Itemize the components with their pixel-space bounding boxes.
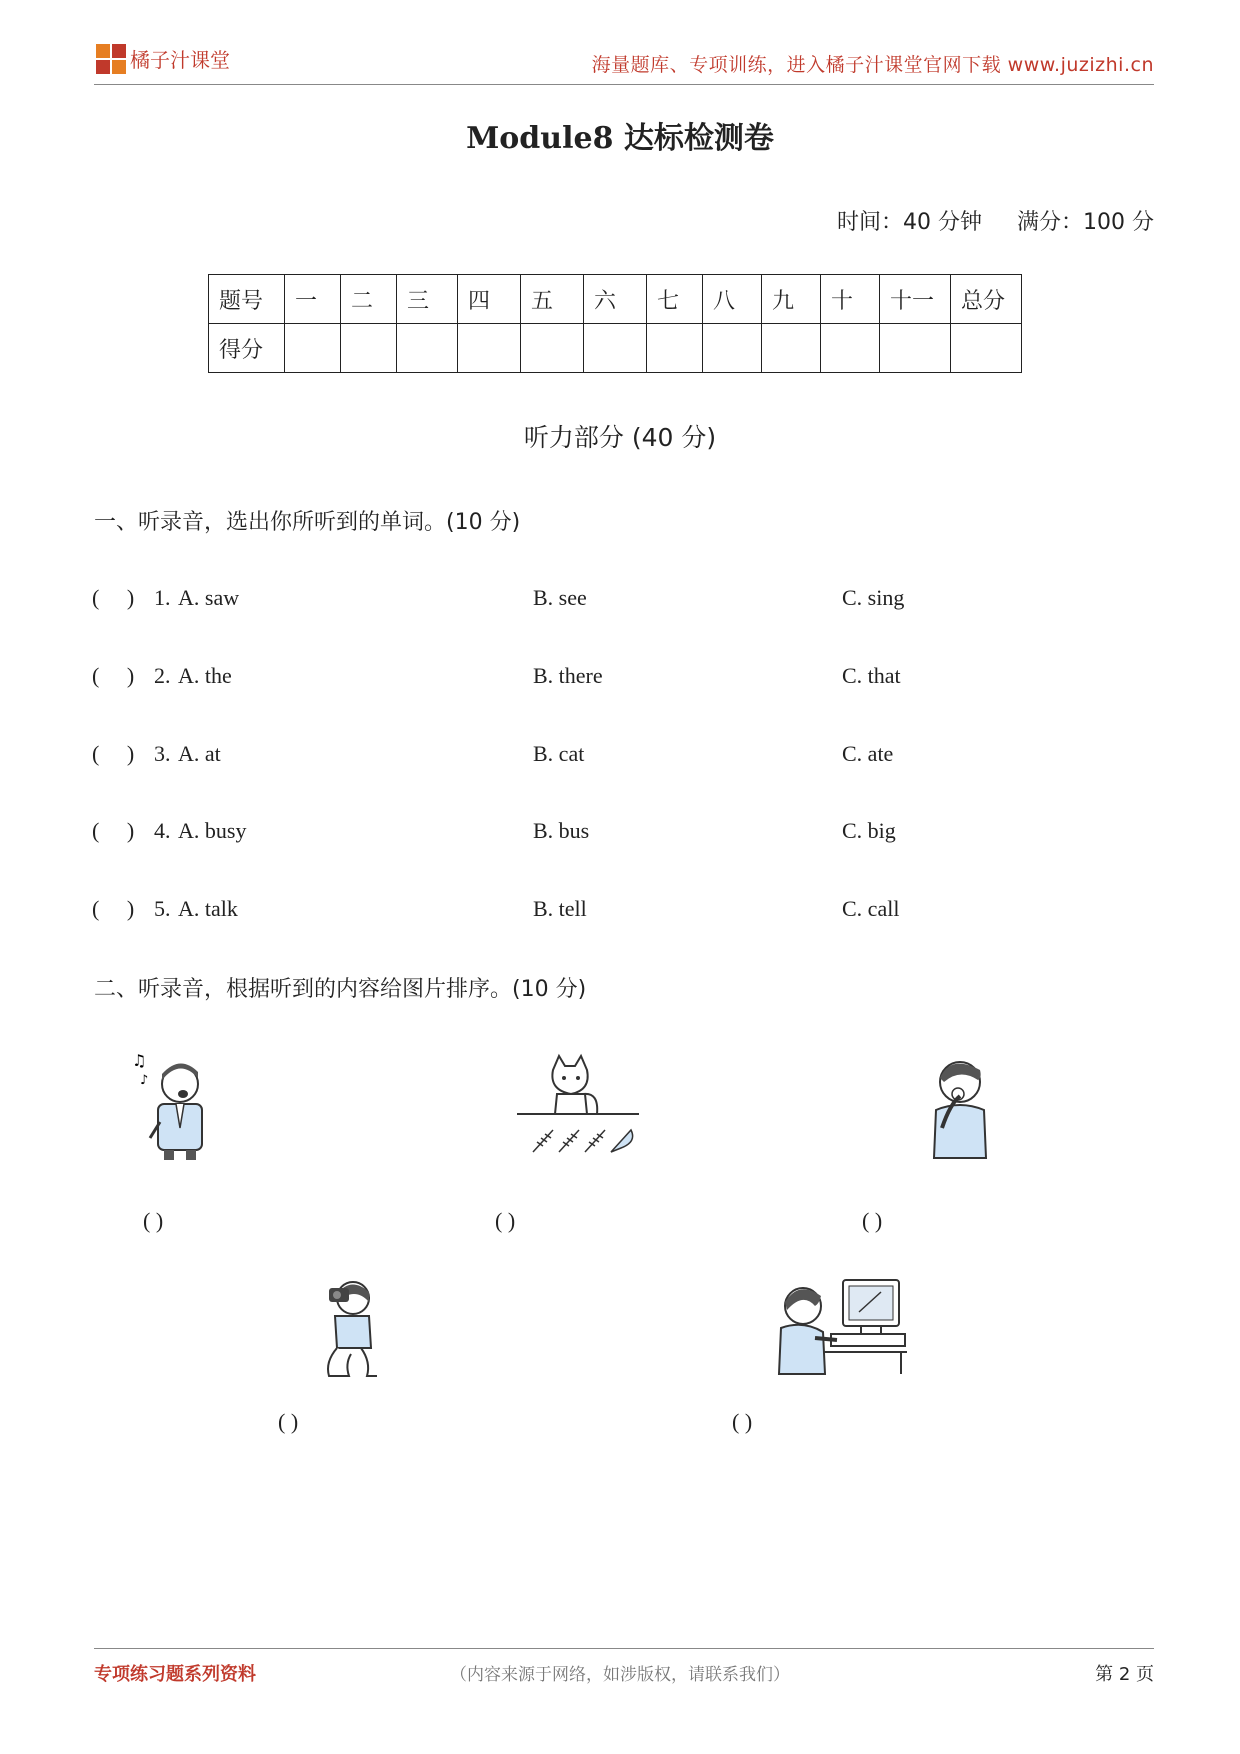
score-cell[interactable] [951,324,1022,373]
q1-option-c: C. sing [842,585,905,610]
q1-option-b: B. bus [533,818,590,843]
answer-blank[interactable]: ( ) [92,818,135,843]
q1-option-a: A. busy [178,818,247,843]
score-cell[interactable] [521,324,584,373]
score-cell[interactable] [647,324,703,373]
score-table [208,274,1022,373]
answer-blank[interactable]: ( ) [92,896,135,921]
time-info [837,205,1154,236]
svg-text:♫: ♫ [132,1051,147,1070]
q1-option-a: A. talk [178,896,238,921]
score-table-col: 总分 [951,275,1022,324]
score-table-score-row [209,324,1022,373]
answer-blank[interactable]: ( ) [92,663,135,688]
q1-item-number: 4. [154,818,171,843]
score-cell[interactable] [880,324,951,373]
q1-option-a: A. the [178,663,232,688]
q1-item-number: 3. [154,741,171,766]
q1-title: 一、听录音，选出你所听到的单词。(10 分) [94,510,521,535]
q1-option-a: A. saw [178,585,240,610]
score-cell[interactable] [458,324,521,373]
page-title: Module8 达标检测卷 [466,121,774,156]
listening-section-title: 听力部分 (40 分) [523,423,717,452]
score-table-col: 五 [521,275,584,324]
score-cell[interactable] [762,324,821,373]
score-table-col: 十一 [880,275,951,324]
logo-icon [96,44,126,74]
answer-blank[interactable]: ( ) [92,585,135,610]
svg-text:♪: ♪ [140,1073,149,1088]
q1-option-b: B. see [533,585,587,610]
score-table-col: 十 [821,275,880,324]
score-cell[interactable] [285,324,341,373]
picture-answer-blank[interactable]: ( ) [862,1208,883,1233]
q1-option-c: C. that [842,663,901,688]
score-cell[interactable] [397,324,458,373]
q1-item-number: 1. [154,585,171,610]
q1-option-b: B. there [533,663,603,688]
score-table-col: 九 [762,275,821,324]
q1-option-b: B. tell [533,896,587,921]
header-slogan[interactable]: 海量题库、专项训练，进入橘子汁课堂官网下载 www.juzizhi.cn [591,54,1154,76]
picture-answer-blank[interactable]: ( ) [495,1208,516,1233]
score-table-col: 三 [397,275,458,324]
score-cell[interactable] [821,324,880,373]
q1-option-b: B. cat [533,741,585,766]
full-score: 满分：100 分 [1017,210,1154,235]
score-table-col: 二 [341,275,397,324]
picture-boy-at-computer [775,1276,909,1378]
score-table-col: 七 [647,275,703,324]
header-divider [94,84,1154,85]
picture-boy-eating [920,1048,1000,1160]
score-cell[interactable] [341,324,397,373]
time-limit: 时间：40 分钟 [837,210,983,235]
q1-option-a: A. at [178,741,221,766]
footer-series-label: 专项练习题系列资料 [94,1664,256,1685]
score-table-col: 八 [703,275,762,324]
picture-cat-ate-fish [513,1052,643,1162]
picture-answer-blank[interactable]: ( ) [143,1208,164,1233]
q2-title: 二、听录音，根据听到的内容给图片排序。(10 分) [94,977,587,1002]
footer-divider [94,1648,1154,1649]
footer-copyright-note: （内容来源于网络，如涉版权，请联系我们） [450,1665,790,1685]
score-cell[interactable] [584,324,647,373]
picture-answer-blank[interactable]: ( ) [278,1409,299,1434]
q1-item-number: 2. [154,663,171,688]
q1-item-number: 5. [154,896,171,921]
q1-option-c: C. call [842,896,900,921]
answer-blank[interactable]: ( ) [92,741,135,766]
q1-option-c: C. big [842,818,896,843]
page-number: 第 2 页 [1095,1664,1154,1685]
score-table-label: 得分 [209,324,285,373]
score-cell[interactable] [703,324,762,373]
score-table-header-row [209,275,1022,324]
q1-option-c: C. ate [842,741,894,766]
picture-answer-blank[interactable]: ( ) [732,1409,753,1434]
score-table-label: 题号 [209,275,285,324]
picture-boy-singing [128,1048,218,1163]
picture-girl-taking-photo [315,1272,385,1382]
score-table-col: 四 [458,275,521,324]
logo-text: 橘子汁课堂 [130,48,230,72]
score-table-col: 六 [584,275,647,324]
score-table-col: 一 [285,275,341,324]
